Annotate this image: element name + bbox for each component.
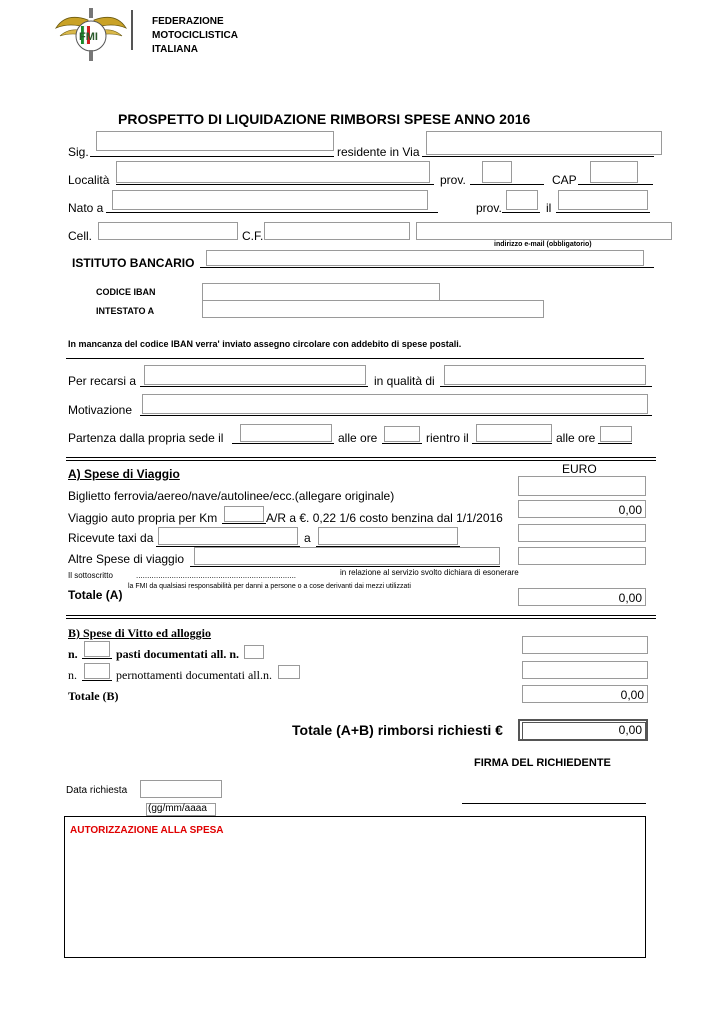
via-underline	[422, 156, 654, 157]
altre-amount[interactable]	[518, 547, 646, 565]
localita-label: Località	[68, 173, 110, 187]
intestato-label: INTESTATO A	[96, 306, 155, 316]
totale-b-value: 0,00	[620, 688, 644, 702]
pasti-amount[interactable]	[522, 636, 648, 654]
sig-label: Sig.	[68, 145, 89, 159]
istituto-label: ISTITUTO BANCARIO	[72, 256, 195, 270]
totale-b-label: Totale (B)	[68, 689, 119, 703]
cf-label: C.F.	[242, 229, 264, 243]
recarsi-input[interactable]	[144, 365, 366, 385]
cell-label: Cell.	[68, 229, 93, 243]
nato-underline	[106, 212, 438, 213]
nato-input[interactable]	[112, 190, 428, 210]
email-input[interactable]	[416, 222, 672, 240]
localita-underline	[116, 184, 434, 185]
page-title: PROSPETTO DI LIQUIDAZIONE RIMBORSI SPESE ANNO 2016	[118, 111, 531, 127]
ar-text: A/R a €. 0,22 1/6 costo benzina dal 1/1/2016	[266, 511, 503, 525]
iban-label: CODICE IBAN	[96, 287, 156, 297]
viaggio-auto-label: Viaggio auto propria per Km	[68, 511, 218, 525]
section-b-title: B) Spese di Vitto ed alloggio	[68, 626, 212, 640]
altre-input[interactable]	[194, 547, 500, 565]
prov2-underline	[502, 212, 540, 213]
prov-label: prov.	[440, 173, 466, 187]
cell-input[interactable]	[98, 222, 238, 240]
pern-all-input[interactable]	[278, 665, 300, 679]
cf-input[interactable]	[264, 222, 410, 240]
partenza-label: Partenza dalla propria sede il	[68, 431, 224, 445]
pasti-n-label: n.	[68, 647, 78, 661]
totale-a-label: Totale (A)	[68, 588, 123, 602]
partenza-ore-input[interactable]	[384, 426, 420, 442]
via-input[interactable]	[426, 131, 662, 155]
prov-input[interactable]	[482, 161, 512, 183]
fmi-logo	[52, 6, 130, 62]
section-b-rule-top	[66, 615, 656, 616]
pern-count-input[interactable]	[84, 663, 110, 679]
rientro-underline	[472, 443, 552, 444]
residente-label: residente in Via	[337, 145, 420, 159]
prov2-input[interactable]	[506, 190, 538, 210]
grand-total-value: 0,00	[618, 723, 642, 737]
qualita-input[interactable]	[444, 365, 646, 385]
prov-underline	[470, 184, 544, 185]
partenza-ore-underline	[382, 443, 422, 444]
taxi-label: Ricevute taxi da	[68, 531, 154, 545]
rientro-ore-underline	[598, 443, 632, 444]
rientro-ore-input[interactable]	[600, 426, 632, 442]
pern-count-underline	[82, 680, 112, 681]
recarsi-label: Per recarsi a	[68, 374, 137, 388]
istituto-input[interactable]	[206, 250, 644, 266]
pasti-label: pasti documentati all. n.	[116, 647, 240, 661]
currency-label: EURO	[562, 462, 597, 476]
signature-line	[462, 803, 646, 804]
pasti-count-underline	[82, 658, 112, 659]
pern-amount[interactable]	[522, 661, 648, 679]
nato-label: Nato a	[68, 201, 104, 215]
pasti-all-input[interactable]	[244, 645, 264, 659]
sig-underline	[90, 156, 334, 157]
il-label: il	[546, 201, 552, 215]
data-richiesta-input[interactable]	[140, 780, 222, 798]
alle-ore-label: alle ore	[338, 431, 378, 445]
qualita-label: in qualità di	[374, 374, 435, 388]
section-a-rule-bottom	[66, 460, 656, 461]
pern-n-label: n.	[68, 668, 77, 682]
firma-label: FIRMA DEL RICHIEDENTE	[474, 757, 611, 769]
motivazione-input[interactable]	[142, 394, 648, 414]
taxi-a-label: a	[304, 531, 311, 545]
taxi-to-input[interactable]	[318, 527, 458, 545]
intestato-input[interactable]	[202, 300, 544, 318]
iban-notice: In mancanza del codice IBAN verra' inviato assegno circolare con addebito di spese postali.	[68, 339, 462, 349]
iban-input[interactable]	[202, 283, 440, 301]
cap-label: CAP	[552, 173, 577, 187]
pern-label: pernottamenti documentati all.n.	[116, 668, 272, 682]
rientro-label: rientro il	[426, 431, 469, 445]
section-b-rule-bottom	[66, 618, 656, 619]
taxi-from-input[interactable]	[158, 527, 298, 545]
data-richiesta-label: Data richiesta	[66, 785, 128, 796]
prov2-label: prov.	[476, 201, 502, 215]
km-input[interactable]	[224, 506, 264, 522]
org-name-line2: MOTOCICLISTICA	[152, 30, 238, 41]
email-note: indirizzo e-mail (obbligatorio)	[494, 241, 592, 248]
localita-input[interactable]	[116, 161, 430, 183]
org-name-line1: FEDERAZIONE	[152, 16, 224, 27]
section-a-title: A) Spese di Viaggio	[68, 467, 180, 481]
totale-a-value: 0,00	[618, 591, 642, 605]
date-format-hint: (gg/mm/aaaa	[148, 803, 207, 814]
bank-separator	[66, 358, 644, 359]
rientro-date-input[interactable]	[476, 424, 552, 442]
recarsi-underline	[140, 386, 368, 387]
biglietto-label: Biglietto ferrovia/aereo/nave/autolinee/ecc.(allegare originale)	[68, 489, 395, 503]
biglietto-amount[interactable]	[518, 476, 646, 496]
qualita-underline	[440, 386, 652, 387]
cap-input[interactable]	[590, 161, 638, 183]
motivazione-underline	[140, 415, 652, 416]
taxi-amount[interactable]	[518, 524, 646, 542]
pasti-count-input[interactable]	[84, 641, 110, 657]
sottoscritto-dots: ........................................................................	[136, 571, 297, 580]
altre-underline	[190, 566, 500, 567]
partenza-underline	[232, 443, 334, 444]
partenza-date-input[interactable]	[240, 424, 332, 442]
altre-label: Altre Spese di viaggio	[68, 552, 185, 566]
alle-ore2-label: alle ore	[556, 431, 596, 445]
viaggio-value: 0,00	[618, 503, 642, 517]
cap-underline	[578, 184, 653, 185]
km-underline	[222, 523, 266, 524]
birth-date-input[interactable]	[558, 190, 648, 210]
relazione-text: in relazione al servizio svolto dichiara di esonerare	[340, 568, 519, 577]
sottoscritto-label: Il sottoscritto	[68, 571, 113, 580]
grand-total-label: Totale (A+B) rimborsi richiesti €	[292, 722, 503, 738]
logo-divider	[131, 10, 133, 50]
section-a-rule-top	[66, 457, 656, 458]
logo-text: FMI	[79, 31, 98, 43]
motivazione-label: Motivazione	[68, 403, 133, 417]
fmi-note: la FMI da qualsiasi responsabilità per danni a persone o a cose derivanti dai mezzi utilizzati	[128, 583, 411, 590]
sig-input[interactable]	[96, 131, 334, 151]
autorizzazione-label: AUTORIZZAZIONE ALLA SPESA	[70, 825, 224, 836]
birth-date-underline	[556, 212, 650, 213]
istituto-underline	[200, 267, 654, 268]
org-name-line3: ITALIANA	[152, 44, 198, 55]
